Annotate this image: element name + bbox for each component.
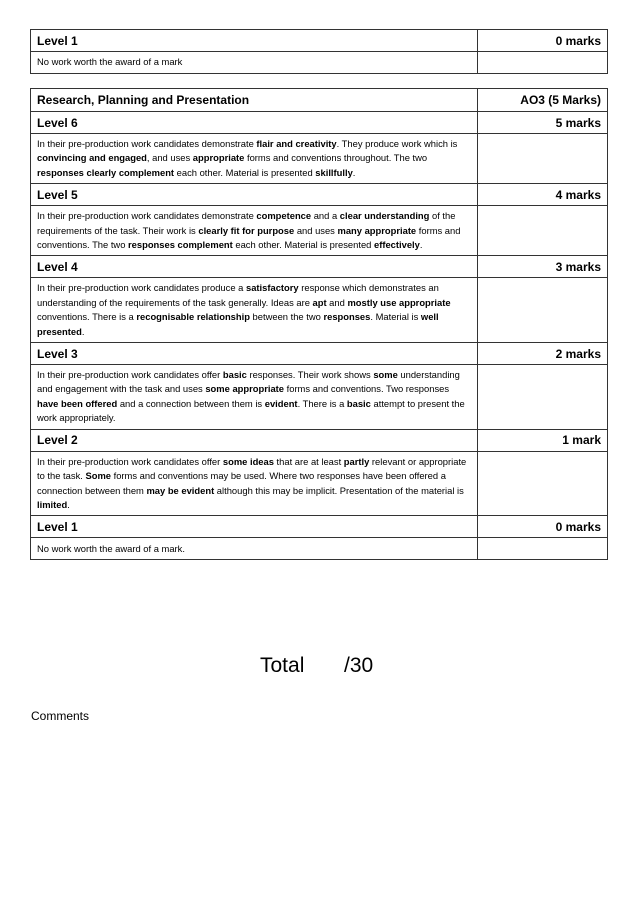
level-header-row <box>31 343 608 365</box>
description-text: . <box>419 239 423 251</box>
emphasis-text: responses clearly complement <box>37 166 175 178</box>
emphasis-text: many appropriate <box>337 224 417 236</box>
section-title: Research, Planning and Presentation <box>31 89 478 112</box>
emphasis-text: basic <box>222 369 247 381</box>
emphasis-text: convincing and engaged <box>37 152 147 164</box>
level-description <box>31 538 478 560</box>
description-text: response which demonstrates an understanding of the requirements of the task generally. Ideas are <box>37 282 439 308</box>
empty-cell <box>478 52 608 74</box>
emphasis-text: apt <box>312 296 327 308</box>
section-header-row <box>31 89 608 112</box>
emphasis-text: mostly use appropriate <box>347 296 451 308</box>
level-description-row <box>31 538 608 560</box>
description-text: . They produce work which is <box>336 138 458 149</box>
emphasis-text: appropriate <box>192 152 245 164</box>
level-description <box>31 365 478 430</box>
emphasis-text: responses <box>323 311 371 323</box>
marks-label: 4 marks <box>478 184 608 206</box>
description-text: conventions. There is a <box>37 311 137 323</box>
level-description-row <box>31 206 608 256</box>
total-value: /30 <box>344 654 374 677</box>
description-text: . <box>67 498 70 510</box>
level-header-row <box>31 112 608 134</box>
description-text: In their pre-production work candidates produce a <box>37 282 246 294</box>
level-label: Level 5 <box>31 184 478 206</box>
empty-cell <box>478 134 608 184</box>
emphasis-text: evident <box>264 397 298 409</box>
description-text: and a <box>311 210 340 222</box>
empty-cell <box>478 365 608 430</box>
description-text: relevant or appropriate to the task. <box>37 455 467 482</box>
level-label: Level 1 <box>31 30 478 52</box>
levels-body <box>31 112 608 560</box>
emphasis-text: clear understanding <box>339 210 430 222</box>
level-description <box>31 278 478 343</box>
description-text: . There is a <box>297 397 347 409</box>
description-text: and <box>326 296 348 308</box>
description-text: responses. Their work shows <box>246 369 374 381</box>
level-description-row <box>31 134 608 184</box>
emphasis-text: limited <box>37 498 68 510</box>
comments-label: Comments <box>31 709 90 723</box>
table-description-row <box>31 52 608 74</box>
emphasis-text: flair and creativity <box>256 138 337 149</box>
emphasis-text: clearly fit for purpose <box>198 224 295 236</box>
emphasis-text: some <box>373 369 398 381</box>
level-label: Level 6 <box>31 112 478 134</box>
marks-label: 0 marks <box>478 30 608 52</box>
marks-label: 5 marks <box>478 112 608 134</box>
description-text: . Material is <box>370 311 421 323</box>
description-text: and a connection between them is <box>117 397 265 409</box>
emphasis-text: recognisable relationship <box>136 311 250 323</box>
marks-label: 2 marks <box>478 343 608 365</box>
empty-cell <box>478 538 608 560</box>
marks-label: 0 marks <box>478 516 608 538</box>
emphasis-text: have been offered <box>37 397 118 409</box>
empty-cell <box>478 206 608 256</box>
emphasis-text: some ideas <box>222 455 274 467</box>
total-label: Total <box>260 654 305 677</box>
level-description-row <box>31 451 608 516</box>
description-text: forms and conventions may be used. Where two responses have been offered a connection between them <box>37 470 446 496</box>
level-header-row <box>31 184 608 206</box>
emphasis-text: basic <box>346 397 371 409</box>
level-label: Level 1 <box>31 516 478 538</box>
marks-label: 1 mark <box>478 429 608 451</box>
description-text: . <box>81 325 85 337</box>
emphasis-text: partly <box>343 455 370 467</box>
marks-label: 3 marks <box>478 256 608 278</box>
level-header-row <box>31 256 608 278</box>
description-text: forms and conventions. The two <box>37 224 461 251</box>
emphasis-text: some appropriate <box>205 383 285 395</box>
description-text: each other. Material is presented <box>174 166 316 178</box>
description-text: understanding and engagement with the task and uses <box>37 369 460 395</box>
emphasis-text: competence <box>256 210 312 222</box>
description-text: In their pre-production work candidates offer <box>37 455 223 467</box>
level-header-row <box>31 429 608 451</box>
description-text: No work worth the award of a mark. <box>37 542 185 554</box>
description-text: and uses <box>294 224 338 236</box>
empty-cell <box>478 451 608 516</box>
table-header-row <box>31 30 608 52</box>
description-text: between the two <box>249 311 324 323</box>
level-label: Level 2 <box>31 429 478 451</box>
level-description-row <box>31 278 608 343</box>
emphasis-text: skillfully <box>315 166 353 178</box>
level-1-summary-table <box>30 29 608 74</box>
section-marks: AO3 (5 Marks) <box>478 89 608 112</box>
level-description <box>31 206 478 256</box>
level-label: Level 3 <box>31 343 478 365</box>
research-planning-presentation-table <box>30 88 608 560</box>
description-text: In their pre-production work candidates demonstrate <box>37 138 257 149</box>
level-description <box>31 134 478 184</box>
description-text: that are at least <box>273 455 344 467</box>
empty-cell <box>478 278 608 343</box>
description-text: . <box>352 166 356 178</box>
level-description: No work worth the award of a mark <box>31 52 478 74</box>
description-text: , and uses <box>146 152 193 164</box>
emphasis-text: Some <box>85 470 111 482</box>
description-text: of the requirements of the task. Their work is <box>37 210 456 236</box>
emphasis-text: may be evident <box>146 484 215 496</box>
level-description <box>31 451 478 516</box>
description-text: forms and conventions. Two responses <box>284 383 450 395</box>
emphasis-text: responses complement <box>128 239 233 251</box>
description-text: In their pre-production work candidates offer <box>37 369 223 381</box>
level-label: Level 4 <box>31 256 478 278</box>
description-text: each other. Material is presented <box>232 239 374 251</box>
emphasis-text: effectively <box>374 239 420 251</box>
emphasis-text: satisfactory <box>245 282 299 294</box>
description-text: forms and conventions throughout. The two <box>244 152 428 164</box>
description-text: although this may be implicit. Presentation of the material is <box>214 484 464 496</box>
level-description-row <box>31 365 608 430</box>
emphasis-text: well presented <box>37 311 439 337</box>
description-text: In their pre-production work candidates demonstrate <box>37 210 257 222</box>
description-text: attempt to present the work appropriately. <box>37 397 465 424</box>
level-header-row <box>31 516 608 538</box>
